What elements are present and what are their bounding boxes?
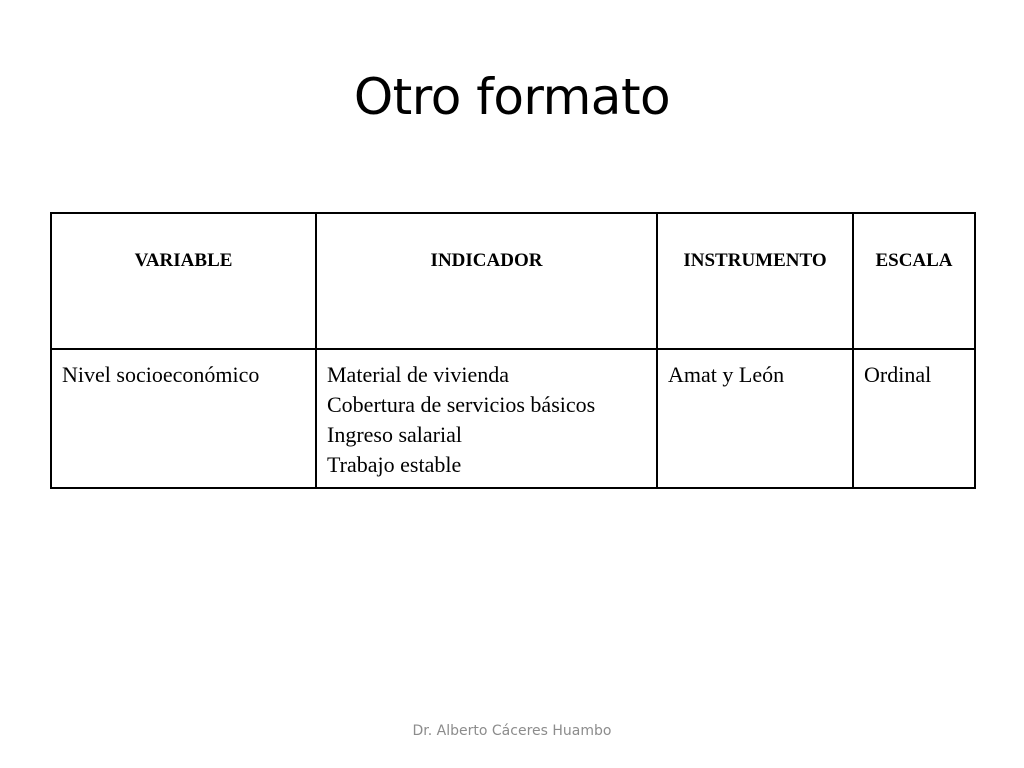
header-variable: VARIABLE <box>51 213 316 349</box>
indicador-item: Material de vivienda <box>327 362 510 387</box>
cell-instrumento <box>657 349 853 488</box>
slide-title: Otro formato <box>353 68 671 126</box>
slide-footer: Dr. Alberto Cáceres Huambo <box>412 723 612 739</box>
instrumento-text: Amat y León <box>668 362 785 387</box>
cell-escala <box>853 349 975 488</box>
header-instrumento: INSTRUMENTO <box>657 213 853 349</box>
header-escala: ESCALA <box>853 213 975 349</box>
cell-indicador <box>316 349 657 488</box>
indicador-item: Cobertura de servicios básicos <box>327 392 596 417</box>
header-indicador: INDICADOR <box>316 213 657 349</box>
operationalization-table <box>50 212 976 489</box>
table-row <box>51 349 975 488</box>
indicador-item: Ingreso salarial <box>327 422 462 447</box>
indicador-item: Trabajo estable <box>327 452 462 477</box>
variable-text: Nivel socioeconómico <box>62 362 260 387</box>
table-header-row <box>51 213 975 349</box>
cell-variable <box>51 349 316 488</box>
escala-text: Ordinal <box>864 362 932 387</box>
